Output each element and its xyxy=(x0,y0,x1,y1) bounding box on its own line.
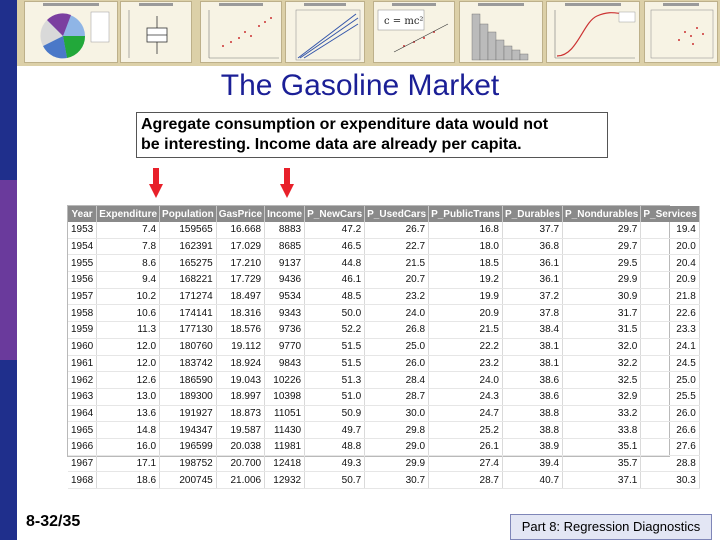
column-header[interactable]: Expenditure xyxy=(97,206,160,222)
thumbnail-pie-chart xyxy=(24,1,118,63)
column-header[interactable]: P_Durables xyxy=(502,206,562,222)
table-cell: 14.8 xyxy=(97,422,160,439)
table-cell: 24.5 xyxy=(641,355,699,372)
gasoline-data-table xyxy=(68,206,700,489)
table-cell: 9343 xyxy=(265,305,305,322)
table-cell: 26.6 xyxy=(641,422,699,439)
column-header[interactable]: P_NewCars xyxy=(305,206,365,222)
table-cell: 191927 xyxy=(160,405,217,422)
table-row xyxy=(68,288,699,305)
table-cell: 51.5 xyxy=(305,338,365,355)
table-cell: 46.5 xyxy=(305,238,365,255)
table-cell: 33.8 xyxy=(563,422,641,439)
table-cell: 35.7 xyxy=(563,455,641,472)
table-cell: 25.2 xyxy=(429,422,503,439)
table-cell: 168221 xyxy=(160,272,217,289)
table-cell: 11051 xyxy=(265,405,305,422)
table-cell: 29.9 xyxy=(365,455,429,472)
red-arrow-income-icon xyxy=(280,168,294,198)
table-cell: 13.6 xyxy=(97,405,160,422)
column-header[interactable]: Income xyxy=(265,206,305,222)
table-cell: 36.1 xyxy=(502,272,562,289)
table-cell: 51.0 xyxy=(305,388,365,405)
table-cell: 7.8 xyxy=(97,238,160,255)
table-cell: 10398 xyxy=(265,388,305,405)
table-cell: 21.006 xyxy=(216,472,264,489)
table-cell: 24.0 xyxy=(429,372,503,389)
table-cell: 11430 xyxy=(265,422,305,439)
table-cell: 165275 xyxy=(160,255,217,272)
table-cell: 37.2 xyxy=(502,288,562,305)
table-cell: 28.8 xyxy=(641,455,699,472)
table-cell: 50.7 xyxy=(305,472,365,489)
table-cell: 38.8 xyxy=(502,422,562,439)
table-cell: 37.8 xyxy=(502,305,562,322)
table-cell: 183742 xyxy=(160,355,217,372)
table-cell: 22.2 xyxy=(429,338,503,355)
left-bar-bottom-segment xyxy=(0,360,17,540)
table-cell: 200745 xyxy=(160,472,217,489)
table-cell: 24.3 xyxy=(429,388,503,405)
table-cell: 48.8 xyxy=(305,438,365,455)
thumbnail-scatter-plot-2 xyxy=(644,1,718,63)
column-header[interactable]: Population xyxy=(160,206,217,222)
table-cell: 37.7 xyxy=(502,222,562,238)
table-cell: 32.5 xyxy=(563,372,641,389)
table-body xyxy=(68,222,699,489)
column-header[interactable]: P_Nondurables xyxy=(563,206,641,222)
table-cell: 159565 xyxy=(160,222,217,238)
table-cell: 12.0 xyxy=(97,355,160,372)
table-cell: 18.873 xyxy=(216,405,264,422)
table-cell: 35.1 xyxy=(563,438,641,455)
svg-text:c = mc²: c = mc² xyxy=(384,16,424,27)
table-cell: 10.6 xyxy=(97,305,160,322)
table-cell: 18.5 xyxy=(429,255,503,272)
thumbnail-box-plot xyxy=(120,1,192,63)
table-cell: 18.576 xyxy=(216,322,264,339)
table-cell: 31.5 xyxy=(563,322,641,339)
table-cell: 12.0 xyxy=(97,338,160,355)
table-cell: 189300 xyxy=(160,388,217,405)
table-cell: 20.4 xyxy=(641,255,699,272)
table-cell: 48.5 xyxy=(305,288,365,305)
table-cell: 25.0 xyxy=(641,372,699,389)
slide-title: The Gasoline Market xyxy=(220,69,500,102)
table-cell: 9770 xyxy=(265,338,305,355)
table-cell: 26.1 xyxy=(429,438,503,455)
table-cell: 49.7 xyxy=(305,422,365,439)
table-cell: 1968 xyxy=(68,472,97,489)
table-cell: 1957 xyxy=(68,288,97,305)
table-cell: 36.1 xyxy=(502,255,562,272)
table-cell: 13.0 xyxy=(97,388,160,405)
table-cell: 38.6 xyxy=(502,372,562,389)
table-cell: 18.6 xyxy=(97,472,160,489)
table-cell: 27.4 xyxy=(429,455,503,472)
table-cell: 37.1 xyxy=(563,472,641,489)
table-cell: 30.7 xyxy=(365,472,429,489)
table-cell: 39.4 xyxy=(502,455,562,472)
table-row xyxy=(68,455,699,472)
table-cell: 50.9 xyxy=(305,405,365,422)
table-cell: 25.5 xyxy=(641,388,699,405)
table-row xyxy=(68,238,699,255)
table-cell: 49.3 xyxy=(305,455,365,472)
column-header[interactable]: P_UsedCars xyxy=(365,206,429,222)
table-cell: 26.0 xyxy=(641,405,699,422)
table-cell: 47.2 xyxy=(305,222,365,238)
table-row xyxy=(68,322,699,339)
table-cell: 1956 xyxy=(68,272,97,289)
table-cell: 1955 xyxy=(68,255,97,272)
table-cell: 1967 xyxy=(68,455,97,472)
table-cell: 46.1 xyxy=(305,272,365,289)
table-cell: 30.9 xyxy=(563,288,641,305)
table-cell: 30.3 xyxy=(641,472,699,489)
table-cell: 32.9 xyxy=(563,388,641,405)
table-cell: 20.700 xyxy=(216,455,264,472)
table-cell: 26.8 xyxy=(365,322,429,339)
column-header[interactable]: P_PublicTrans xyxy=(429,206,503,222)
thumbnail-strip xyxy=(17,0,720,66)
table-cell: 9436 xyxy=(265,272,305,289)
table-cell: 18.497 xyxy=(216,288,264,305)
table-cell: 29.5 xyxy=(563,255,641,272)
table-cell: 24.1 xyxy=(641,338,699,355)
table-row xyxy=(68,405,699,422)
table-cell: 1966 xyxy=(68,438,97,455)
table-cell: 38.1 xyxy=(502,338,562,355)
table-cell: 20.038 xyxy=(216,438,264,455)
table-cell: 19.112 xyxy=(216,338,264,355)
table-cell: 51.3 xyxy=(305,372,365,389)
red-arrow-expenditure-icon xyxy=(149,168,163,198)
table-header-row xyxy=(68,206,699,222)
table-cell: 25.0 xyxy=(365,338,429,355)
table-cell: 186590 xyxy=(160,372,217,389)
table-cell: 9137 xyxy=(265,255,305,272)
table-cell: 17.210 xyxy=(216,255,264,272)
table-row xyxy=(68,438,699,455)
table-cell: 17.729 xyxy=(216,272,264,289)
table-cell: 28.7 xyxy=(429,472,503,489)
table-cell: 22.7 xyxy=(365,238,429,255)
table-cell: 38.6 xyxy=(502,388,562,405)
table-cell: 9843 xyxy=(265,355,305,372)
table-cell: 8685 xyxy=(265,238,305,255)
table-cell: 9.4 xyxy=(97,272,160,289)
table-cell: 29.7 xyxy=(563,238,641,255)
table-cell: 12418 xyxy=(265,455,305,472)
table-cell: 38.1 xyxy=(502,355,562,372)
table-cell: 28.7 xyxy=(365,388,429,405)
table-cell: 162391 xyxy=(160,238,217,255)
table-cell: 32.0 xyxy=(563,338,641,355)
table-cell: 29.0 xyxy=(365,438,429,455)
table-cell: 50.0 xyxy=(305,305,365,322)
table-cell: 16.8 xyxy=(429,222,503,238)
column-header[interactable]: P_Services xyxy=(641,206,699,222)
table-cell: 1961 xyxy=(68,355,97,372)
table-cell: 1960 xyxy=(68,338,97,355)
table-cell: 20.9 xyxy=(641,272,699,289)
table-cell: 51.5 xyxy=(305,355,365,372)
table-cell: 28.4 xyxy=(365,372,429,389)
table-cell: 16.668 xyxy=(216,222,264,238)
table-cell: 17.029 xyxy=(216,238,264,255)
table-cell: 11981 xyxy=(265,438,305,455)
table-row xyxy=(68,272,699,289)
table-cell: 22.6 xyxy=(641,305,699,322)
table-cell: 1953 xyxy=(68,222,97,238)
table-row xyxy=(68,388,699,405)
table-cell: 174141 xyxy=(160,305,217,322)
table-cell: 20.9 xyxy=(429,305,503,322)
table-cell: 18.997 xyxy=(216,388,264,405)
table-row xyxy=(68,255,699,272)
table-cell: 29.9 xyxy=(563,272,641,289)
table-cell: 198752 xyxy=(160,455,217,472)
table-cell: 21.8 xyxy=(641,288,699,305)
table-cell: 7.4 xyxy=(97,222,160,238)
table-cell: 12932 xyxy=(265,472,305,489)
table-cell: 180760 xyxy=(160,338,217,355)
table-cell: 171274 xyxy=(160,288,217,305)
table-cell: 19.9 xyxy=(429,288,503,305)
thumbnail-scatter-plot-1 xyxy=(200,1,282,63)
table-cell: 18.316 xyxy=(216,305,264,322)
table-cell: 9534 xyxy=(265,288,305,305)
slide-number: 8-32/35 xyxy=(26,513,81,530)
table-row xyxy=(68,222,699,238)
table-cell: 52.2 xyxy=(305,322,365,339)
table-cell: 29.7 xyxy=(563,222,641,238)
callout-text: Agregate consumption or expenditure data would not be interesting. Income data are already per capita. xyxy=(136,112,608,158)
table-cell: 1958 xyxy=(68,305,97,322)
column-header[interactable]: Year xyxy=(68,206,97,222)
table-cell: 26.7 xyxy=(365,222,429,238)
table-cell: 16.0 xyxy=(97,438,160,455)
table-cell: 19.587 xyxy=(216,422,264,439)
column-header[interactable]: GasPrice xyxy=(216,206,264,222)
data-table-panel xyxy=(67,205,697,486)
thumbnail-matrix-plot xyxy=(285,1,365,63)
table-cell: 36.8 xyxy=(502,238,562,255)
table-cell: 24.7 xyxy=(429,405,503,422)
table-cell: 1962 xyxy=(68,372,97,389)
table-cell: 26.0 xyxy=(365,355,429,372)
left-bar-middle-segment xyxy=(0,180,17,360)
table-cell: 17.1 xyxy=(97,455,160,472)
table-cell: 19.043 xyxy=(216,372,264,389)
table-cell: 38.4 xyxy=(502,322,562,339)
table-cell: 1964 xyxy=(68,405,97,422)
table-cell: 24.0 xyxy=(365,305,429,322)
table-cell: 30.0 xyxy=(365,405,429,422)
table-row xyxy=(68,422,699,439)
table-cell: 44.8 xyxy=(305,255,365,272)
table-cell: 8883 xyxy=(265,222,305,238)
table-cell: 23.3 xyxy=(641,322,699,339)
table-cell: 38.8 xyxy=(502,405,562,422)
table-cell: 27.6 xyxy=(641,438,699,455)
table-cell: 11.3 xyxy=(97,322,160,339)
table-cell: 9736 xyxy=(265,322,305,339)
table-cell: 177130 xyxy=(160,322,217,339)
table-cell: 32.2 xyxy=(563,355,641,372)
table-row xyxy=(68,355,699,372)
table-cell: 18.0 xyxy=(429,238,503,255)
footer-label: Part 8: Regression Diagnostics xyxy=(510,514,712,540)
table-cell: 1954 xyxy=(68,238,97,255)
table-cell: 8.6 xyxy=(97,255,160,272)
table-cell: 40.7 xyxy=(502,472,562,489)
table-cell: 12.6 xyxy=(97,372,160,389)
table-cell: 1959 xyxy=(68,322,97,339)
table-cell: 194347 xyxy=(160,422,217,439)
table-cell: 18.924 xyxy=(216,355,264,372)
table-cell: 33.2 xyxy=(563,405,641,422)
thumbnail-formula-plot xyxy=(373,1,455,63)
table-row xyxy=(68,372,699,389)
table-cell: 20.7 xyxy=(365,272,429,289)
table-row xyxy=(68,338,699,355)
table-cell: 20.0 xyxy=(641,238,699,255)
table-row xyxy=(68,472,699,489)
table-cell: 31.7 xyxy=(563,305,641,322)
table-cell: 1963 xyxy=(68,388,97,405)
table-cell: 10.2 xyxy=(97,288,160,305)
table-cell: 38.9 xyxy=(502,438,562,455)
table-cell: 1965 xyxy=(68,422,97,439)
table-cell: 29.8 xyxy=(365,422,429,439)
table-cell: 23.2 xyxy=(429,355,503,372)
table-cell: 21.5 xyxy=(365,255,429,272)
thumbnail-histogram xyxy=(459,1,543,63)
table-cell: 10226 xyxy=(265,372,305,389)
table-cell: 23.2 xyxy=(365,288,429,305)
table-cell: 21.5 xyxy=(429,322,503,339)
table-row xyxy=(68,305,699,322)
table-cell: 196599 xyxy=(160,438,217,455)
table-cell: 19.2 xyxy=(429,272,503,289)
thumbnail-cdf-plot xyxy=(546,1,640,63)
table-cell: 19.4 xyxy=(641,222,699,238)
